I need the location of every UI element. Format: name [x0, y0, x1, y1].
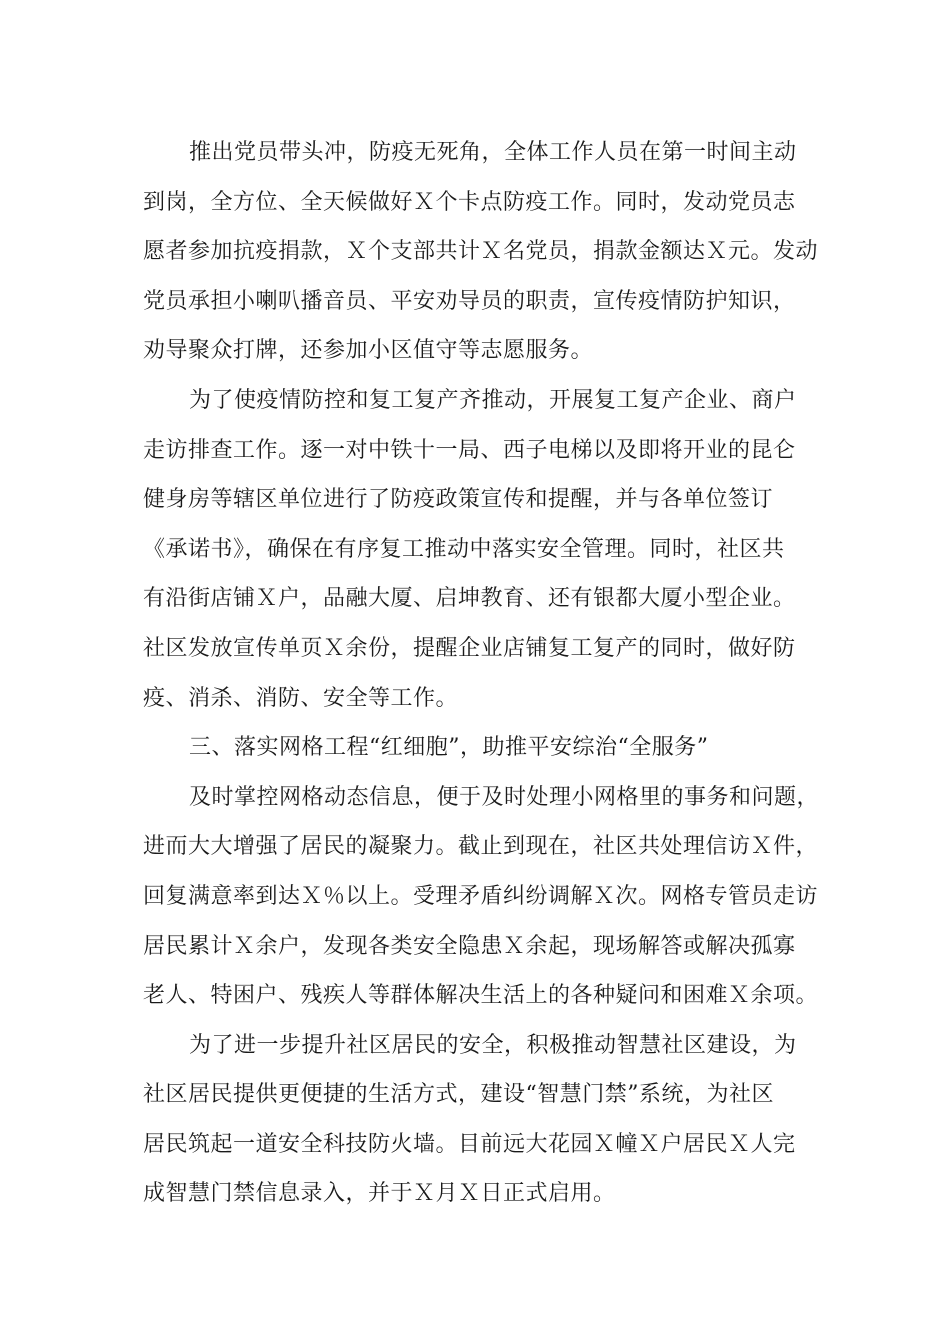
paragraph-1-line-2: 到岗，全方位、全天候做好Ｘ个卡点防疫工作。同时，发动党员志 — [143, 189, 796, 215]
paragraph-2-line-5: 有沿街店铺Ｘ户，品融大厦、启坤教育、还有银都大厦小型企业。 — [143, 586, 796, 612]
paragraph-2-line-3: 健身房等辖区单位进行了防疫政策宣传和提醒，并与各单位签订 — [143, 487, 774, 513]
paragraph-2-line-1: 为了使疫情防控和复工复产齐推动，开展复工复产企业、商户 — [189, 387, 797, 413]
paragraph-4-line-1: 为了进一步提升社区居民的安全，积极推动智慧社区建设，为 — [189, 1032, 797, 1058]
section-heading-3: 三、落实网格工程“红细胞”，助推平安综治“全服务” — [189, 735, 709, 761]
paragraph-3-line-3: 回复满意率到达Ｘ％以上。受理矛盾纠纷调解Ｘ次。网格专管员走访 — [143, 883, 819, 909]
paragraph-1-line-1: 推出党员带头冲，防疫无死角，全体工作人员在第一时间主动 — [189, 140, 797, 165]
paragraph-2-line-6: 社区发放宣传单页Ｘ余份，提醒企业店铺复工复产的同时，做好防 — [143, 635, 796, 661]
paragraph-4-line-4: 成智慧门禁信息录入，并于Ｘ月Ｘ日正式启用。 — [143, 1181, 616, 1207]
paragraph-1-line-4: 党员承担小喇叭播音员、平安劝导员的职责，宣传疫情防护知识， — [143, 288, 796, 314]
paragraph-2-line-2: 走访排查工作。逐一对中铁十一局、西子电梯以及即将开业的昆仑 — [143, 437, 796, 463]
paragraph-2-line-4: 《承诺书》，确保在有序复工推动中落实安全管理。同时，社区共 — [143, 536, 785, 562]
paragraph-3-line-4: 居民累计Ｘ余户，发现各类安全隐患Ｘ余起，现场解答或解决孤寡 — [143, 933, 796, 959]
paragraph-1-line-3: 愿者参加抗疫捐款，Ｘ个支部共计Ｘ名党员，捐款金额达Ｘ元。发动 — [143, 239, 819, 265]
paragraph-3-line-1: 及时掌控网格动态信息，便于及时处理小网格里的事务和问题， — [189, 784, 820, 810]
paragraph-2-line-7: 疫、消杀、消防、安全等工作。 — [143, 685, 459, 711]
paragraph-3-line-5: 老人、特困户、残疾人等群体解决生活上的各种疑问和困难Ｘ余项。 — [143, 983, 819, 1009]
paragraph-4-line-3: 居民筑起一道安全科技防火墙。目前远大花园Ｘ幢Ｘ户居民Ｘ人完 — [143, 1131, 796, 1157]
paragraph-3-line-2: 进而大大增强了居民的凝聚力。截止到现在，社区共处理信访Ｘ件， — [143, 834, 819, 860]
document-body — [143, 128, 820, 1219]
paragraph-1-line-5: 劝导聚众打牌，还参加小区值守等志愿服务。 — [143, 338, 594, 364]
paragraph-4-line-2: 社区居民提供更便捷的生活方式，建设“智慧门禁”系统，为社区 — [143, 1082, 774, 1108]
